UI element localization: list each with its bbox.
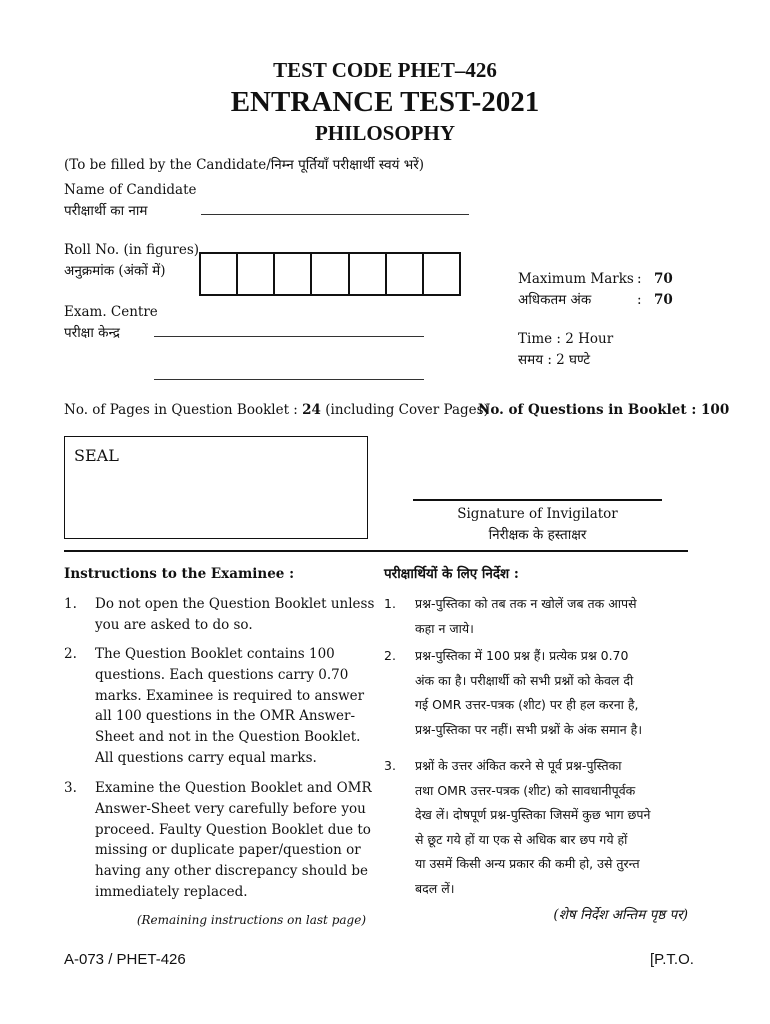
roll-number-boxes[interactable]: [199, 252, 461, 296]
time-hi: समय : 2 घण्टे: [518, 352, 591, 368]
roll-box[interactable]: [275, 254, 312, 294]
instruction-number: 2.: [64, 646, 77, 662]
roll-box[interactable]: [312, 254, 349, 294]
instruction-number: 3.: [64, 780, 77, 796]
subject-title: PHILOSOPHY: [314, 121, 456, 145]
instruction-line: proceed. Faulty Question Booklet due to: [95, 821, 371, 838]
instruction-line: immediately replaced.: [95, 884, 248, 900]
centre-line-1[interactable]: [154, 336, 424, 337]
instruction-number: 2.: [384, 648, 396, 663]
signature-line[interactable]: [413, 499, 662, 501]
instruction-line: Examine the Question Booklet and OMR: [95, 780, 372, 796]
footer-code: A-073 / PHET-426: [64, 951, 186, 968]
instruction-line: तथा OMR उत्तर-पत्रक (शीट) को सावधानीपूर्वक: [415, 782, 636, 798]
instruction-line: Do not open the Question Booklet unless: [95, 596, 375, 612]
instruction-line: Sheet and not in the Question Booklet.: [95, 729, 361, 746]
instruction-line: The Question Booklet contains 100: [95, 646, 335, 662]
instruction-line: गई OMR उत्तर-पत्रक (शीट) पर ही हल करना है,: [415, 697, 639, 712]
instruction-line: प्रश्न-पुस्तिका को तब तक न खोलें जब तक आपसे: [415, 596, 637, 611]
instruction-line: बदल लें।: [415, 880, 455, 896]
instruction-line: या उसमें किसी अन्य प्रकार की कमी हो, उसे तुरन्त: [415, 856, 640, 871]
name-line[interactable]: [201, 214, 469, 215]
time-en: Time : 2 Hour: [518, 331, 614, 347]
instruction-line: Answer-Sheet very carefully before you: [95, 800, 366, 817]
instruction-line: प्रश्न-पुस्तिका में 100 प्रश्न हैं। प्रत्येक प्रश्न 0.70: [415, 648, 629, 663]
instruction-line: you are asked to do so.: [95, 616, 253, 633]
roll-box[interactable]: [424, 254, 459, 294]
name-label-hi: परीक्षार्थी का नाम: [64, 203, 148, 219]
centre-label-hi: परीक्षा केन्द्र: [64, 325, 120, 341]
roll-box[interactable]: [350, 254, 387, 294]
instruction-line: कहा न जाये।: [415, 620, 474, 636]
max-marks-value-hi: 70: [654, 292, 673, 308]
remaining-note-en: (Remaining instructions on last page): [136, 913, 366, 927]
section-divider: [64, 550, 688, 552]
instruction-number: 1.: [64, 596, 77, 612]
page-title: ENTRANCE TEST-2021: [230, 86, 540, 118]
instruction-line: प्रश्नों के उत्तर अंकित करने से पूर्व प्रश्न-पुस्तिका: [415, 758, 622, 773]
instruction-line: missing or duplicate paper/question or: [95, 842, 361, 859]
pages-label: No. of Pages in Question Booklet :: [64, 402, 303, 418]
instruction-line: से छूट गये हों या एक से अधिक बार छप गये हों: [415, 831, 628, 847]
pages-info: [64, 401, 489, 419]
instruction-line: questions. Each questions carry 0.70: [95, 666, 349, 683]
roll-box[interactable]: [201, 254, 238, 294]
instruction-line: अंक का है। परीक्षार्थी को सभी प्रश्नों को केवल दी: [415, 672, 634, 688]
centre-label-en: Exam. Centre: [64, 304, 158, 320]
signature-label-hi: निरीक्षक के हस्ताक्षर: [488, 527, 587, 543]
test-code: TEST CODE PHET–426: [273, 58, 497, 82]
instruction-line: all 100 questions in the OMR Answer-: [95, 708, 356, 725]
max-marks-colon: :: [637, 271, 642, 287]
questions-info: [478, 401, 729, 419]
pages-note: (including Cover Pages): [320, 402, 489, 418]
pages-value: 24: [302, 402, 321, 418]
instruction-line: देख लें। दोषपूर्ण प्रश्न-पुस्तिका जिसमें कुछ भाग छपने: [415, 807, 651, 822]
max-marks-label-hi: अधिकतम अंक: [518, 292, 592, 308]
footer-pto: [P.T.O.: [650, 951, 694, 968]
instruction-number: 1.: [384, 596, 396, 611]
seal-box: [64, 436, 368, 539]
roll-box[interactable]: [387, 254, 424, 294]
max-marks-colon-hi: :: [637, 292, 642, 308]
questions-value: 100: [701, 402, 730, 418]
seal-label: SEAL: [74, 446, 119, 465]
max-marks-value: 70: [654, 271, 673, 287]
instruction-line: marks. Examinee is required to answer: [95, 687, 365, 704]
questions-label: No. of Questions in Booklet :: [478, 402, 702, 418]
centre-line-2[interactable]: [154, 379, 424, 380]
roll-label-en: Roll No. (in figures): [64, 242, 200, 258]
signature-label-en: Signature of Invigilator: [457, 506, 618, 522]
roll-label-hi: अनुक्रमांक (अंकों में): [64, 263, 166, 279]
instruction-line: having any other discrepancy should be: [95, 863, 369, 880]
instruction-line: प्रश्न-पुस्तिका पर नहीं। सभी प्रश्नों के अंक समान है।: [415, 721, 643, 737]
remaining-note-hi: (शेष निर्देश अन्तिम पृष्ठ पर): [553, 907, 688, 923]
max-marks-label-en: Maximum Marks: [518, 271, 634, 287]
instruction-line: All questions carry equal marks.: [95, 750, 317, 766]
name-label-en: Name of Candidate: [64, 182, 197, 198]
instruction-number: 3.: [384, 758, 396, 773]
instructions-heading-hi: परीक्षार्थियों के लिए निर्देश :: [384, 566, 519, 582]
fill-note: (To be filled by the Candidate/निम्न पूर्तियाँ परीक्षार्थी स्वयं भरें): [64, 157, 425, 173]
roll-box[interactable]: [238, 254, 275, 294]
instructions-heading-en: Instructions to the Examinee :: [64, 566, 295, 582]
